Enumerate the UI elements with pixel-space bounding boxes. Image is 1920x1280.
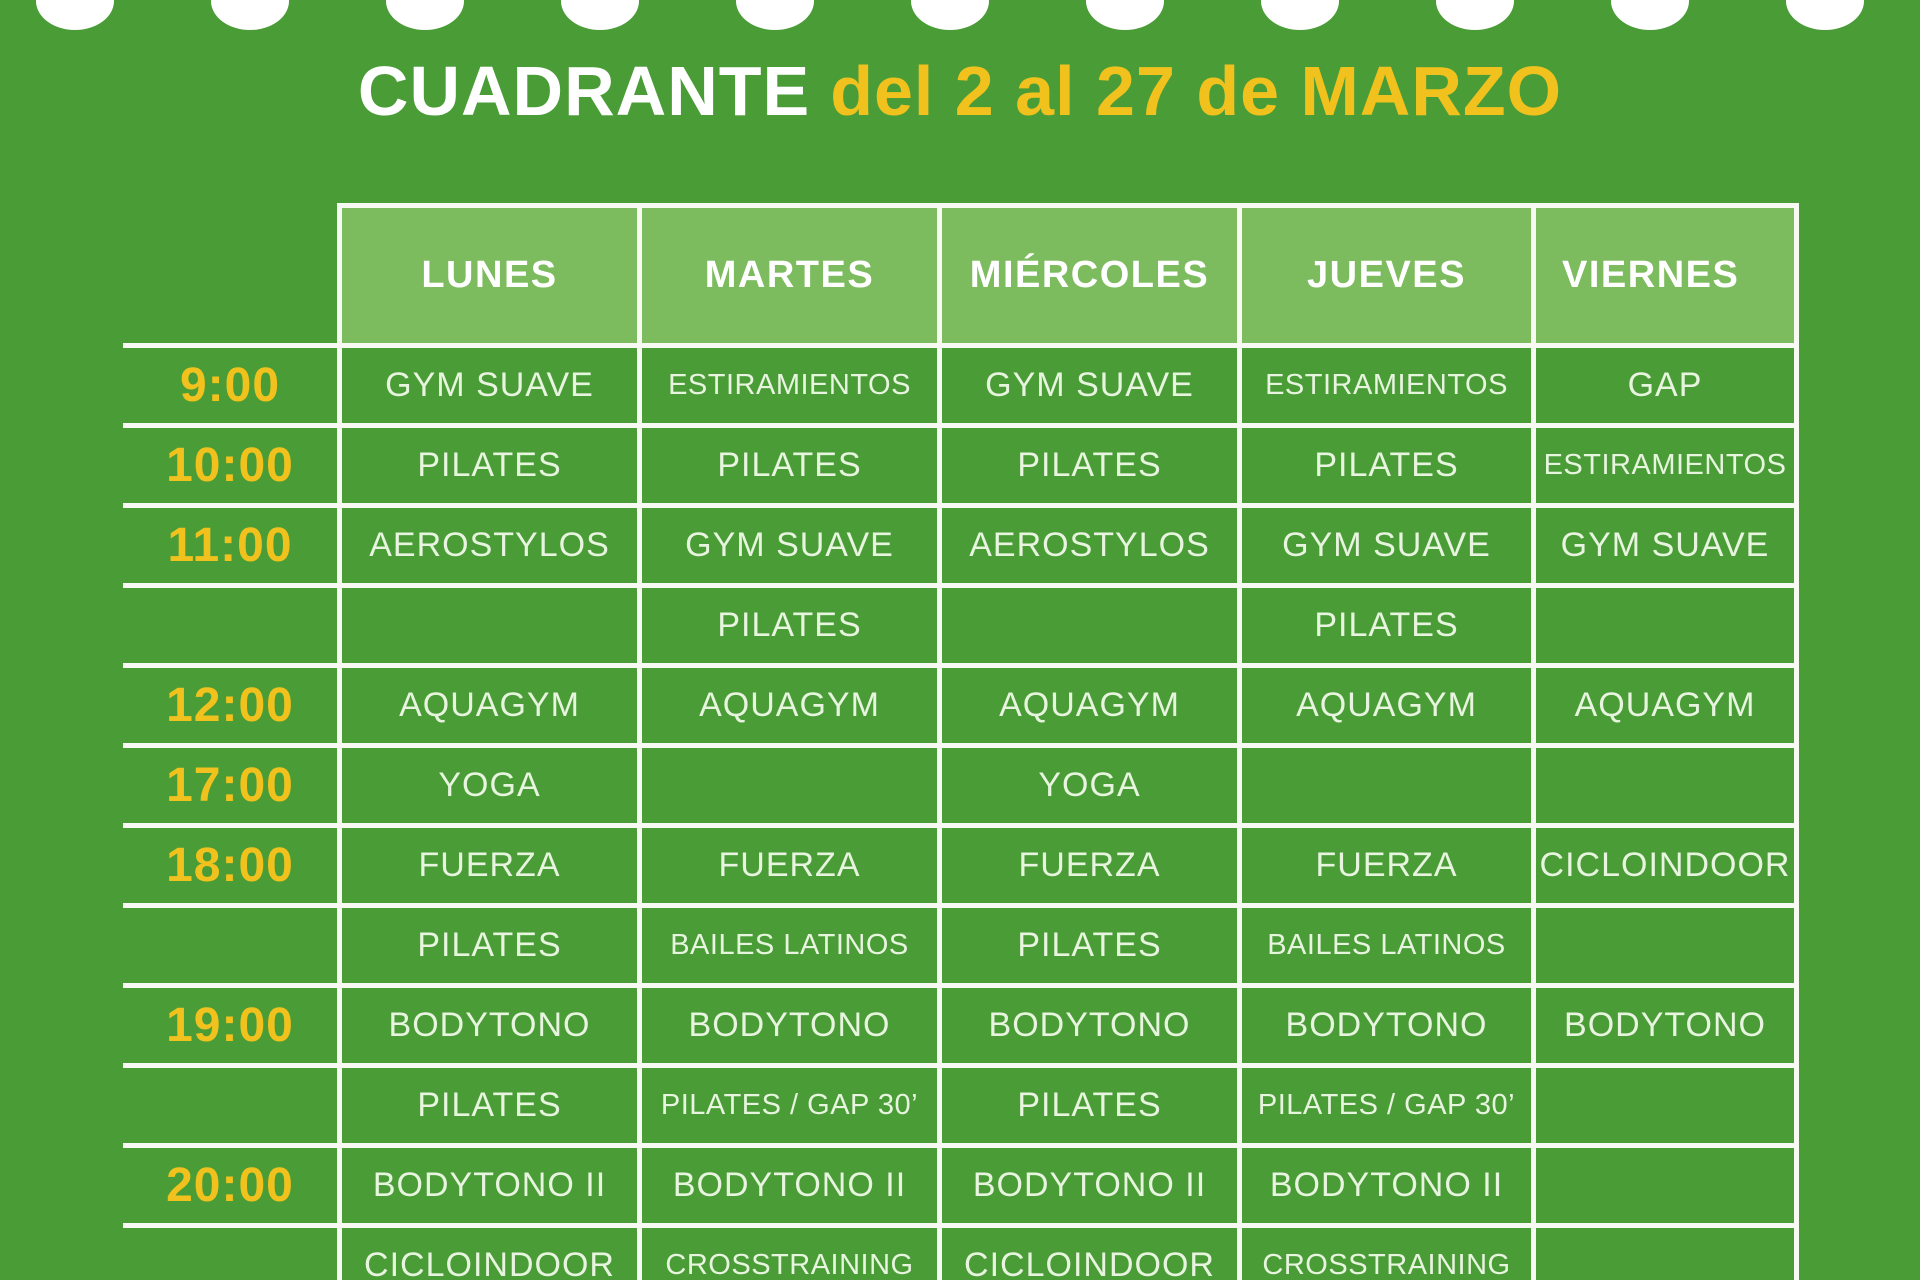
scallop-icon: [1786, 0, 1864, 30]
class-cell: BODYTONO II: [637, 1143, 937, 1223]
class-cell: GYM SUAVE: [1531, 503, 1799, 583]
scallop-icon: [386, 0, 464, 30]
time-cell: 18:00: [123, 823, 337, 903]
class-cell: ESTIRAMIENTOS: [1531, 423, 1799, 503]
scallop-icon: [561, 0, 639, 30]
time-cell: 9:00: [123, 343, 337, 423]
day-header-jueves: JUEVES: [1237, 203, 1531, 343]
class-cell: FUERZA: [637, 823, 937, 903]
empty-cell: [1531, 903, 1799, 983]
scallop-icon: [1436, 0, 1514, 30]
empty-cell: [1531, 743, 1799, 823]
class-cell: BODYTONO: [1237, 983, 1531, 1063]
class-cell: AQUAGYM: [337, 663, 637, 743]
empty-cell: [1531, 1063, 1799, 1143]
class-cell: BODYTONO: [637, 983, 937, 1063]
class-cell: GAP: [1531, 343, 1799, 423]
class-cell: PILATES: [637, 423, 937, 503]
class-cell: PILATES: [637, 583, 937, 663]
class-cell: PILATES: [337, 423, 637, 503]
class-cell: PILATES: [1237, 423, 1531, 503]
title-dates: del 2 al 27 de MARZO: [830, 52, 1563, 130]
time-cell: 17:00: [123, 743, 337, 823]
class-cell: PILATES: [337, 1063, 637, 1143]
scallop-icon: [1611, 0, 1689, 30]
class-cell: GYM SUAVE: [1237, 503, 1531, 583]
class-cell: AEROSTYLOS: [937, 503, 1237, 583]
empty-cell: [1531, 583, 1799, 663]
empty-cell: [1531, 1223, 1799, 1280]
class-cell: YOGA: [937, 743, 1237, 823]
day-header-lunes: LUNES: [337, 203, 637, 343]
class-cell: ESTIRAMIENTOS: [637, 343, 937, 423]
class-cell: CICLOINDOOR: [337, 1223, 637, 1280]
class-cell: CROSSTRAINING: [1237, 1223, 1531, 1280]
class-cell: BAILES LATINOS: [637, 903, 937, 983]
scallop-icon: [36, 0, 114, 30]
class-cell: AQUAGYM: [1531, 663, 1799, 743]
class-cell: BODYTONO II: [937, 1143, 1237, 1223]
class-cell: FUERZA: [1237, 823, 1531, 903]
class-cell: YOGA: [337, 743, 637, 823]
empty-cell: [1237, 743, 1531, 823]
class-cell: BAILES LATINOS: [1237, 903, 1531, 983]
class-cell: PILATES: [337, 903, 637, 983]
class-cell: GYM SUAVE: [937, 343, 1237, 423]
class-cell: AQUAGYM: [937, 663, 1237, 743]
class-cell: PILATES / GAP 30’: [1237, 1063, 1531, 1143]
time-cell: 11:00: [123, 503, 337, 583]
class-cell: BODYTONO: [937, 983, 1237, 1063]
class-cell: AQUAGYM: [637, 663, 937, 743]
class-cell: CROSSTRAINING: [637, 1223, 937, 1280]
title-main: CUADRANTE: [357, 52, 811, 130]
class-cell: PILATES: [937, 903, 1237, 983]
empty-cell: [637, 743, 937, 823]
class-cell: AEROSTYLOS: [337, 503, 637, 583]
class-cell: FUERZA: [937, 823, 1237, 903]
class-cell: AQUAGYM: [1237, 663, 1531, 743]
class-cell: PILATES / GAP 30’: [637, 1063, 937, 1143]
scallop-icon: [1086, 0, 1164, 30]
class-cell: BODYTONO II: [337, 1143, 637, 1223]
class-cell: GYM SUAVE: [337, 343, 637, 423]
time-cell: 12:00: [123, 663, 337, 743]
class-cell: BODYTONO: [337, 983, 637, 1063]
time-cell-empty: [123, 903, 337, 983]
class-cell: PILATES: [937, 1063, 1237, 1143]
class-cell: CICLOINDOOR: [937, 1223, 1237, 1280]
page-title: [0, 48, 1920, 134]
class-cell: PILATES: [1237, 583, 1531, 663]
scallop-icon: [1261, 0, 1339, 30]
scallop-icon: [911, 0, 989, 30]
scallop-icon: [736, 0, 814, 30]
class-cell: BODYTONO II: [1237, 1143, 1531, 1223]
empty-cell: [937, 583, 1237, 663]
time-cell-empty: [123, 583, 337, 663]
day-header-martes: MARTES: [637, 203, 937, 343]
day-header-viernes: VIERNES: [1531, 203, 1799, 343]
schedule-table: [123, 203, 1799, 1280]
scallop-icon: [211, 0, 289, 30]
class-cell: GYM SUAVE: [637, 503, 937, 583]
time-cell: 10:00: [123, 423, 337, 503]
empty-cell: [1531, 1143, 1799, 1223]
empty-cell: [337, 583, 637, 663]
class-cell: BODYTONO: [1531, 983, 1799, 1063]
table-corner-cell: [123, 203, 337, 343]
time-cell-empty: [123, 1063, 337, 1143]
time-cell: 19:00: [123, 983, 337, 1063]
class-cell: PILATES: [937, 423, 1237, 503]
class-cell: ESTIRAMIENTOS: [1237, 343, 1531, 423]
day-header-miercoles: MIÉRCOLES: [937, 203, 1237, 343]
time-cell-empty: [123, 1223, 337, 1280]
class-cell: FUERZA: [337, 823, 637, 903]
time-cell: 20:00: [123, 1143, 337, 1223]
class-cell: CICLOINDOOR: [1531, 823, 1799, 903]
